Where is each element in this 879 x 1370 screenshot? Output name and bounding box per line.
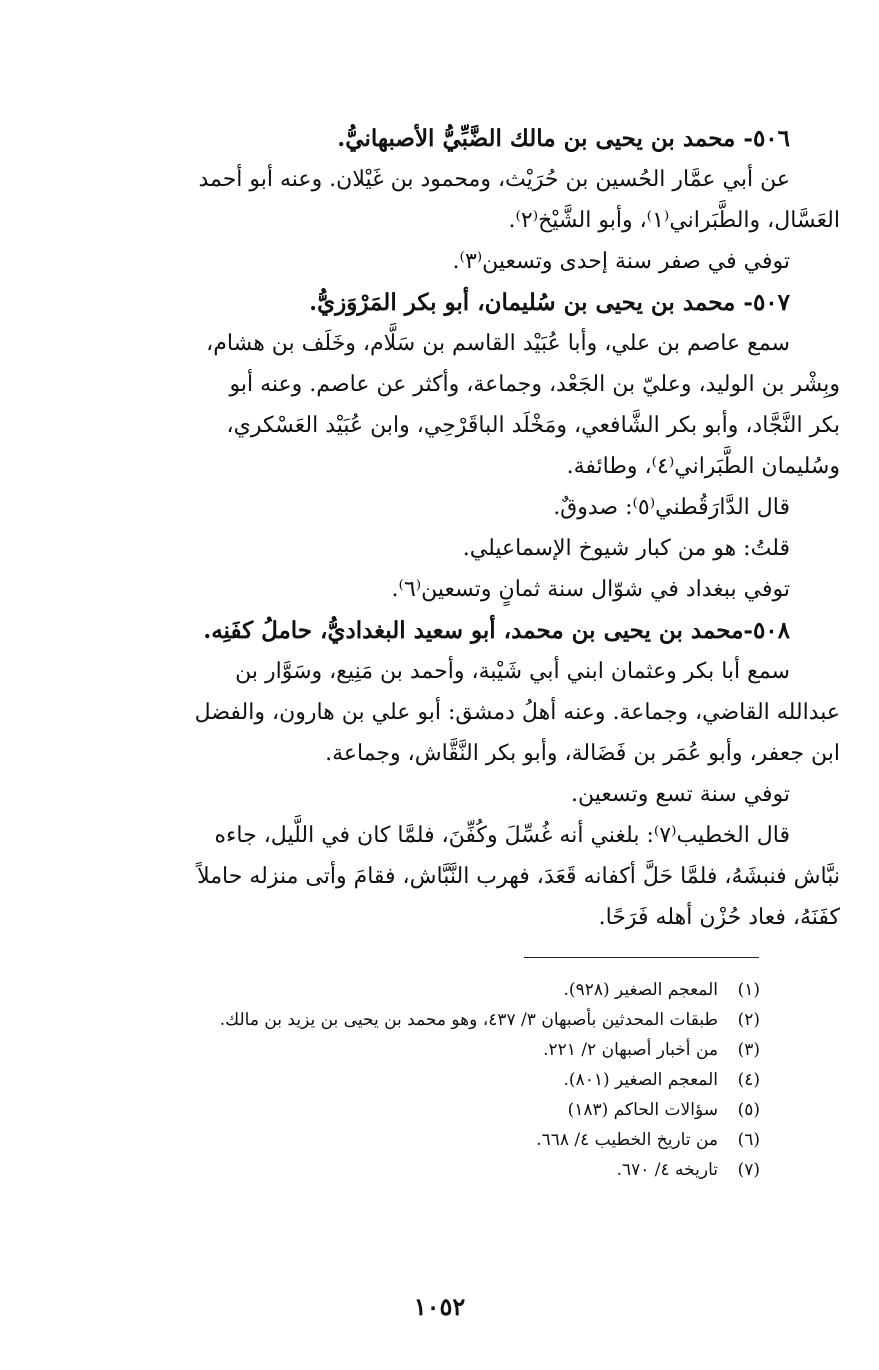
text-line: عن أبي عمَّار الحُسين بن حُرَيْث، ومحمود بن غَيْلان. وعنه أبو أحمد [198, 167, 790, 192]
footnote-number: (٧) [737, 1160, 760, 1180]
text-line: توفي في صفر سنة إحدى وتسعين⁽٣⁾. [452, 249, 790, 274]
footnote [40, 1065, 760, 1095]
footnote-text: المعجم الصغير (٩٢٨). [563, 980, 718, 1000]
text-line: عبدالله القاضي، وجماعة. وعنه أهلُ دمشق: أبو علي بن هارون، والفضل [194, 700, 840, 725]
footnote [40, 975, 760, 1005]
entry-heading: ٥٠٦- محمد بن يحيى بن مالك الضَّبِّيُّ الأصبهانيُّ. [337, 125, 790, 152]
footnote-text: المعجم الصغير (٨٠١). [563, 1070, 718, 1090]
main-text [40, 118, 840, 938]
text-line: كفَنَهُ، فعاد حُزْن أهله فَرَحًا. [598, 905, 840, 930]
entry-heading: ٥٠٨-محمد بن يحيى بن محمد، أبو سعيد البغداديُّ، حاملُ كفَنِه. [203, 617, 790, 644]
entry-heading: ٥٠٧- محمد بن يحيى بن سُليمان، أبو بكر المَرْوَزيُّ. [309, 289, 790, 316]
text-line: نبَّاش فنبشَهُ، فلمَّا حَلَّ أكفانه قَعَدَ، فهرب النَّبَّاش، فقامَ وأتى منزله حاملاً [197, 864, 840, 889]
footnote [40, 1035, 760, 1065]
footnote-number: (٢) [737, 1010, 760, 1030]
footnote-separator [524, 957, 759, 958]
text-line: وبِشْر بن الوليد، وعليّ بن الجَعْد، وجماعة، وأكثر عن عاصم. وعنه أبو [229, 372, 840, 397]
footnote-text: تاريخه ٤/ ٦٧٠. [616, 1160, 718, 1180]
text-line: قال الخطيب⁽٧⁾: بلغني أنه غُسِّلَ وكُفِّنَ، فلمَّا كان في اللَّيل، جاءه [214, 823, 790, 848]
footnote [40, 1005, 760, 1035]
text-line: ابن جعفر، وأبو عُمَر بن فَضَالة، وأبو بكر النَّقَّاش، وجماعة. [325, 741, 840, 766]
text-line: وسُليمان الطَّبَراني⁽٤⁾، وطائفة. [566, 454, 840, 479]
footnote-text: سؤالات الحاكم (١٨٣) [567, 1100, 718, 1120]
footnote-number: (٦) [737, 1130, 760, 1150]
footnotes [40, 975, 760, 1185]
footnote-number: (١) [737, 980, 760, 1000]
text-line: العَسَّال، والطَّبَراني⁽١⁾، وأبو الشَّيْخ⁽٢⁾. [508, 208, 840, 233]
text-line: قال الدَّارَقُطني⁽٥⁾: صدوقٌ. [553, 495, 790, 520]
footnote [40, 1125, 760, 1155]
footnote-text: من أخبار أصبهان ٢/ ٢٢١. [543, 1040, 718, 1060]
text-line: بكر النَّجَّاد، وأبو بكر الشَّافعي، ومَخْلَد الباقَرْحِي، وابن عُبَيْد العَسْكري، [226, 413, 840, 438]
text-line: توفي سنة تسع وتسعين. [570, 782, 790, 807]
footnote [40, 1155, 760, 1185]
text-line: سمع أبا بكر وعثمان ابني أبي شَيْبة، وأحمد بن مَنِيع، وسَوَّار بن [235, 659, 790, 684]
footnote-number: (٥) [737, 1100, 760, 1120]
footnote-text: من تاريخ الخطيب ٤/ ٦٦٨. [536, 1130, 718, 1150]
text-line: توفي ببغداد في شوّال سنة ثمانٍ وتسعين⁽٦⁾. [391, 577, 790, 602]
footnote-number: (٣) [737, 1040, 760, 1060]
text-line: قلتُ: هو من كبار شيوخ الإسماعيلي. [462, 536, 790, 561]
footnote [40, 1095, 760, 1125]
footnote-number: (٤) [737, 1070, 760, 1090]
footnote-text: طبقات المحدثين بأصبهان ٣/ ٤٣٧، وهو محمد بن يحيى بن يزيد بن مالك. [219, 1010, 718, 1030]
text-line: سمع عاصم بن علي، وأبا عُبَيْد القاسم بن سَلَّام، وخَلَف بن هشام، [206, 331, 790, 356]
page-number: ١٠٥٢ [413, 1292, 466, 1321]
